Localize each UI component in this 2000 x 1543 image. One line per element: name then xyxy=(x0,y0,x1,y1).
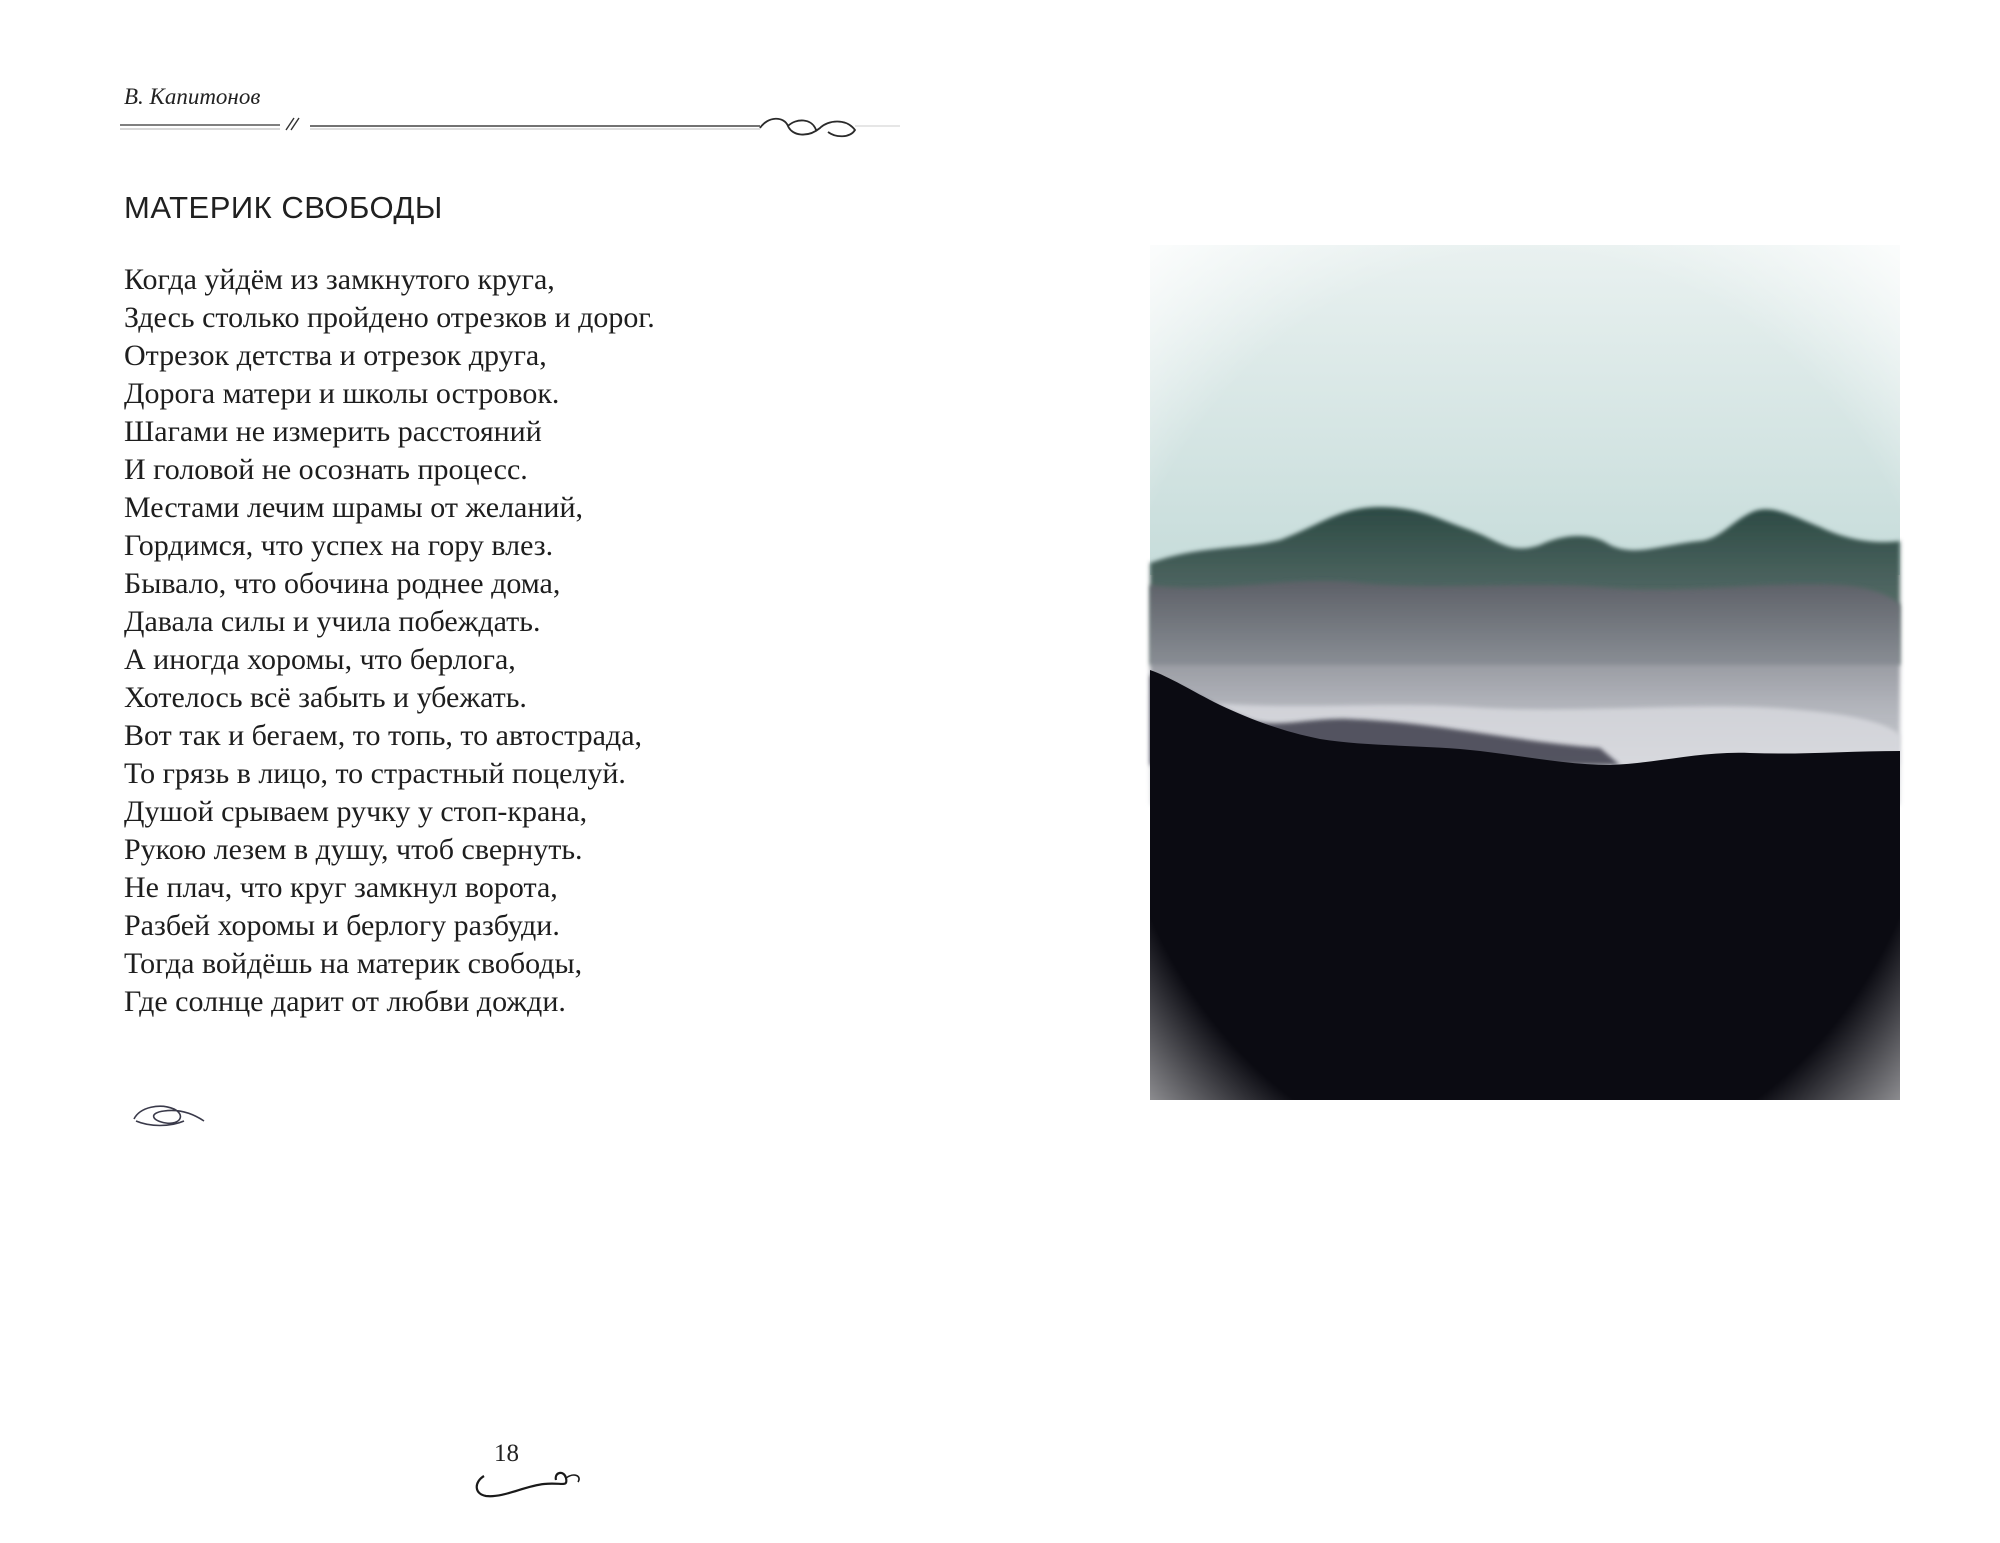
poem-line: Хотелось всё забыть и убежать. xyxy=(124,681,527,714)
header-rule-ornament xyxy=(120,108,900,152)
poem-title: МАТЕРИК СВОБОДЫ xyxy=(124,190,443,225)
poem-line: А иногда хоромы, что берлога, xyxy=(124,643,516,676)
poem-text xyxy=(124,261,655,1021)
poem-line: Рукою лезем в душу, чтоб свернуть. xyxy=(124,833,583,866)
poem-line: То грязь в лицо, то страстный поцелуй. xyxy=(124,757,626,790)
poem-line: Здесь столько пройдено отрезков и дорог. xyxy=(124,301,655,334)
poem-line: Разбей хоромы и берлогу разбуди. xyxy=(124,909,560,942)
poem-line: Тогда войдёшь на материк свободы, xyxy=(124,947,583,980)
poem-line: Отрезок детства и отрезок друга, xyxy=(124,339,547,372)
page-number-flourish xyxy=(470,1458,588,1508)
page-number: 18 xyxy=(494,1440,519,1467)
poem-line: Бывало, что обочина роднее дома, xyxy=(124,567,561,600)
running-head-author: В. Капитонов xyxy=(124,84,261,109)
poem-line: Шагами не измерить расстояний xyxy=(124,415,542,448)
end-flourish-ornament xyxy=(130,1095,210,1135)
poem-line: Душой срываем ручку у стоп-крана, xyxy=(124,795,588,828)
poem-line: Когда уйдём из замкнутого круга, xyxy=(124,263,555,296)
poem-line: Где солнце дарит от любви дожди. xyxy=(124,985,566,1018)
poem-line: Местами лечим шрамы от желаний, xyxy=(124,491,584,524)
poem-line: И головой не осознать процесс. xyxy=(124,453,528,486)
vignette-edge xyxy=(1140,245,1910,1100)
page-number-block xyxy=(470,1440,590,1510)
poem-line: Гордимся, что успех на гору влез. xyxy=(124,529,554,562)
poem-line: Давала силы и учила побеждать. xyxy=(124,605,541,638)
misty-mountains-illustration xyxy=(1140,245,1910,1100)
poem-line: Дорога матери и школы островок. xyxy=(124,377,560,410)
poem-line: Вот так и бегаем, то топь, то автострада, xyxy=(124,719,643,752)
poem-line: Не плач, что круг замкнул ворота, xyxy=(124,871,558,904)
mountain-landscape-image xyxy=(1140,245,1910,1100)
